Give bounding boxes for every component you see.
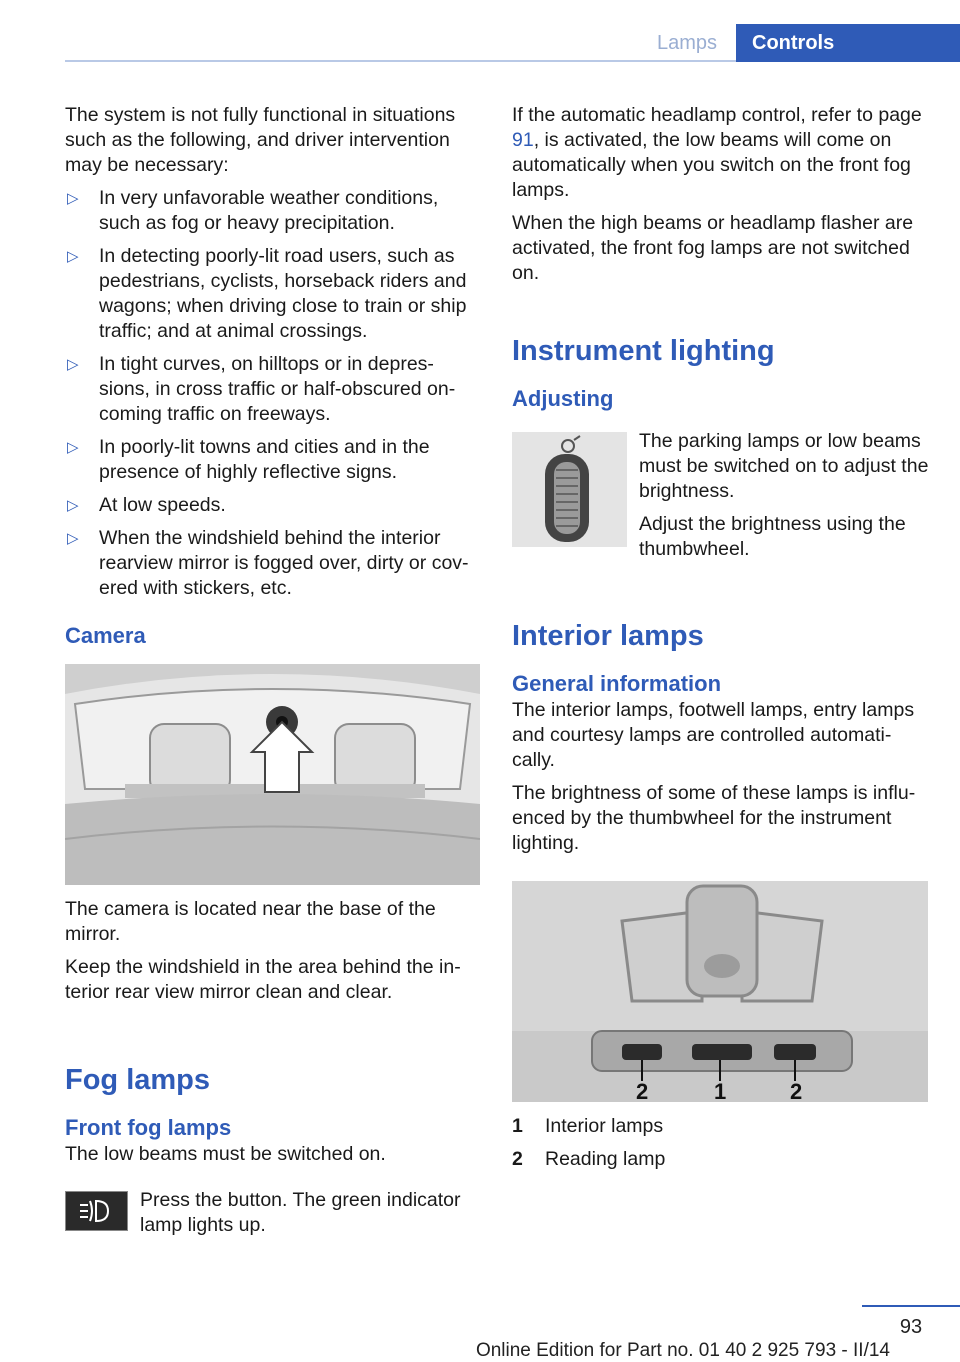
triangle-bullet-icon: ▷: [67, 356, 79, 373]
adjusting-heading: Adjusting: [512, 386, 614, 411]
instrument-lighting-heading: Instrument lighting: [512, 335, 775, 367]
triangle-bullet-icon: ▷: [67, 530, 79, 547]
front-fog-text: The low beams must be switched on.: [65, 1143, 386, 1165]
adjusting-requirement-text: The parking lamps or low beams must be switched on to adjust the brightness.: [639, 430, 929, 502]
auto-headlamp-text: If the automatic headlamp control, refer to page 91, is activated, the low beams will come on automatically when you switch on the front fog lamps.: [512, 104, 922, 201]
triangle-bullet-icon: ▷: [67, 190, 79, 207]
list-item: ▷ In very unfavorable weather conditions, such as fog or heavy precipitation.: [67, 187, 439, 234]
brightness-influence-text: The brightness of some of these lamps is influ-enced by the thumbwheel for the instrument lighting.: [512, 782, 916, 854]
callout-2-left: 2: [636, 1079, 649, 1102]
intro-text: The system is not fully functional in situations such as the following, and driver intervention may be necessary:: [65, 104, 456, 176]
front-fog-lamps-heading: Front fog lamps: [65, 1115, 232, 1140]
callout-2-right: 2: [790, 1079, 803, 1102]
triangle-bullet-icon: ▷: [67, 497, 79, 514]
legend-item: 1 Interior lamps: [512, 1115, 664, 1137]
triangle-bullet-icon: ▷: [67, 439, 79, 456]
list-item: ▷ In detecting poorly-lit road users, such as pedestrians, cyclists, horseback riders and wagons; when driving close to train or ship traffic; and at animal crossings.: [67, 245, 467, 342]
camera-clean-text: Keep the windshield in the area behind the in-terior rear view mirror clean and clear.: [65, 956, 461, 1003]
thumbwheel-figure: [512, 432, 627, 547]
interior-lamps-text: The interior lamps, footwell lamps, entry lamps and courtesy lamps are controlled automati-cally.: [512, 699, 915, 771]
camera-heading: Camera: [65, 623, 146, 648]
callout-1: 1: [714, 1079, 727, 1102]
windshield-camera-illustration: [65, 664, 480, 885]
list-item: ▷ At low speeds.: [67, 494, 226, 516]
legend-item: 2 Reading lamp: [512, 1148, 666, 1170]
footer-rule: [862, 1305, 960, 1307]
section-tab-lamps[interactable]: Lamps: [656, 32, 718, 54]
fog-button-instruction: Press the button. The green indicator lamp lights up.: [140, 1189, 461, 1236]
chapter-tab-controls[interactable]: Controls: [736, 24, 960, 62]
camera-location-text: The camera is located near the base of the mirror.: [65, 898, 436, 945]
list-item: ▷ When the windshield behind the interior rearview mirror is fogged over, dirty or cov-ered with stickers, etc.: [67, 527, 469, 599]
interior-lamps-heading: Interior lamps: [512, 620, 704, 652]
overhead-console-illustration: [512, 881, 928, 1102]
adjusting-instruction-text: Adjust the brightness using the thumbwheel.: [639, 513, 906, 560]
list-item: ▷ In tight curves, on hilltops or in depres-sions, in cross traffic or half-obscured on-coming traffic on freeways.: [67, 353, 456, 425]
figure-legend: [512, 1114, 932, 1172]
camera-figure: [65, 664, 480, 885]
left-column: [65, 103, 480, 609]
thumbwheel-icon: [512, 432, 627, 547]
interior-lamps-figure: [512, 881, 928, 1102]
triangle-bullet-icon: ▷: [67, 248, 79, 265]
page-number: 93: [899, 1316, 923, 1338]
page-91-link[interactable]: 91: [512, 129, 534, 151]
right-column: [512, 103, 932, 294]
fog-lamps-heading: Fog lamps: [65, 1064, 211, 1096]
fog-lamp-button-icon: [65, 1191, 128, 1231]
limitations-list: [65, 186, 480, 601]
general-information-heading: General information: [512, 671, 722, 696]
list-item: ▷ In poorly-lit towns and cities and in the presence of highly reflective signs.: [67, 436, 430, 483]
edition-text: Online Edition for Part no. 01 40 2 925 793 - II/14: [475, 1340, 890, 1361]
high-beams-text: When the high beams or headlamp flasher are activated, the front fog lamps are not switched on.: [512, 212, 914, 284]
